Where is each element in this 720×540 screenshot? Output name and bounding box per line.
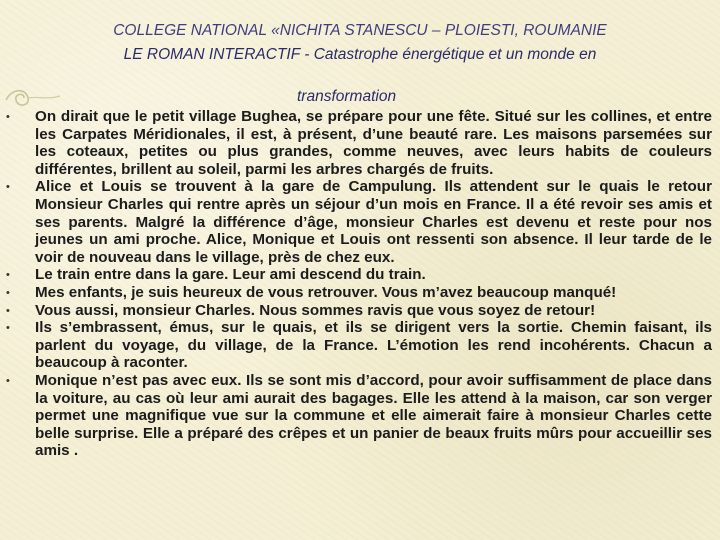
story-paragraph-1: • On dirait que le petit village Bughea, se prépare pour une fête. Situé sur les collines, et entre les Carpates Méridionales, il est, à présent, d’une beauté rare. Les maisons parsemées sur les coteaux, petites ou plus grandes, comme neuves, avec leurs habits de couleurs différentes, brillent au soleil, parmi les arbres chargés de fruits.	[6, 108, 712, 178]
story-paragraph-4: • Mes enfants, je suis heureux de vous retrouver. Vous m’avez beaucoup manqué!	[6, 284, 712, 302]
story-paragraph-6: • Ils s’embrassent, émus, sur le quais, et ils se dirigent vers la sortie. Chemin faisant, ils parlent du voyage, du village, de la France. L’émotion les rend incohérents. Chacun a beaucoup à raconter.	[6, 319, 712, 372]
story-paragraph-2: • Alice et Louis se trouvent à la gare de Campulung. Ils attendent sur le quais le retour Monsieur Charles qui rentre après un séjour d’un mois en France. Il a été revoir ses amis et ses parents. Malgré la différence d’âge, monsieur Charles est devenu et reste pour nos jeunes un ami proche. Alice, Monique et Louis ont ressenti son absence. Il leur tarde de le voir de nouveau dans le village, près de chez eux.	[6, 178, 712, 266]
header-title-roman: LE ROMAN INTERACTIF - Catastrophe énergétique et un monde en	[123, 46, 597, 63]
story-paragraph-7: • Monique n’est pas avec eux. Ils se sont mis d’accord, pour avoir suffisamment de place dans la voiture, au cas où leur ami aurait des bagages. Elle les attend à la maison, car son verger permet une magnifique vue sur la commune et elle aimerait faire à monsieur Charles cette belle surprise. Elle a préparé des crêpes et un panier de beaux fruits mûrs pour accueillir ses amis .	[6, 372, 712, 460]
story-bullet-list	[6, 108, 712, 460]
story-paragraph-3: • Le train entre dans la gare. Leur ami descend du train.	[6, 266, 712, 284]
story-paragraph-5: • Vous aussi, monsieur Charles. Nous sommes ravis que vous soyez de retour!	[6, 302, 712, 320]
header-title-college: COLLEGE NATIONAL «NICHITA STANESCU – PLOIESTI, ROUMANIE	[113, 22, 607, 39]
header-title-transformation: transformation	[297, 88, 397, 105]
